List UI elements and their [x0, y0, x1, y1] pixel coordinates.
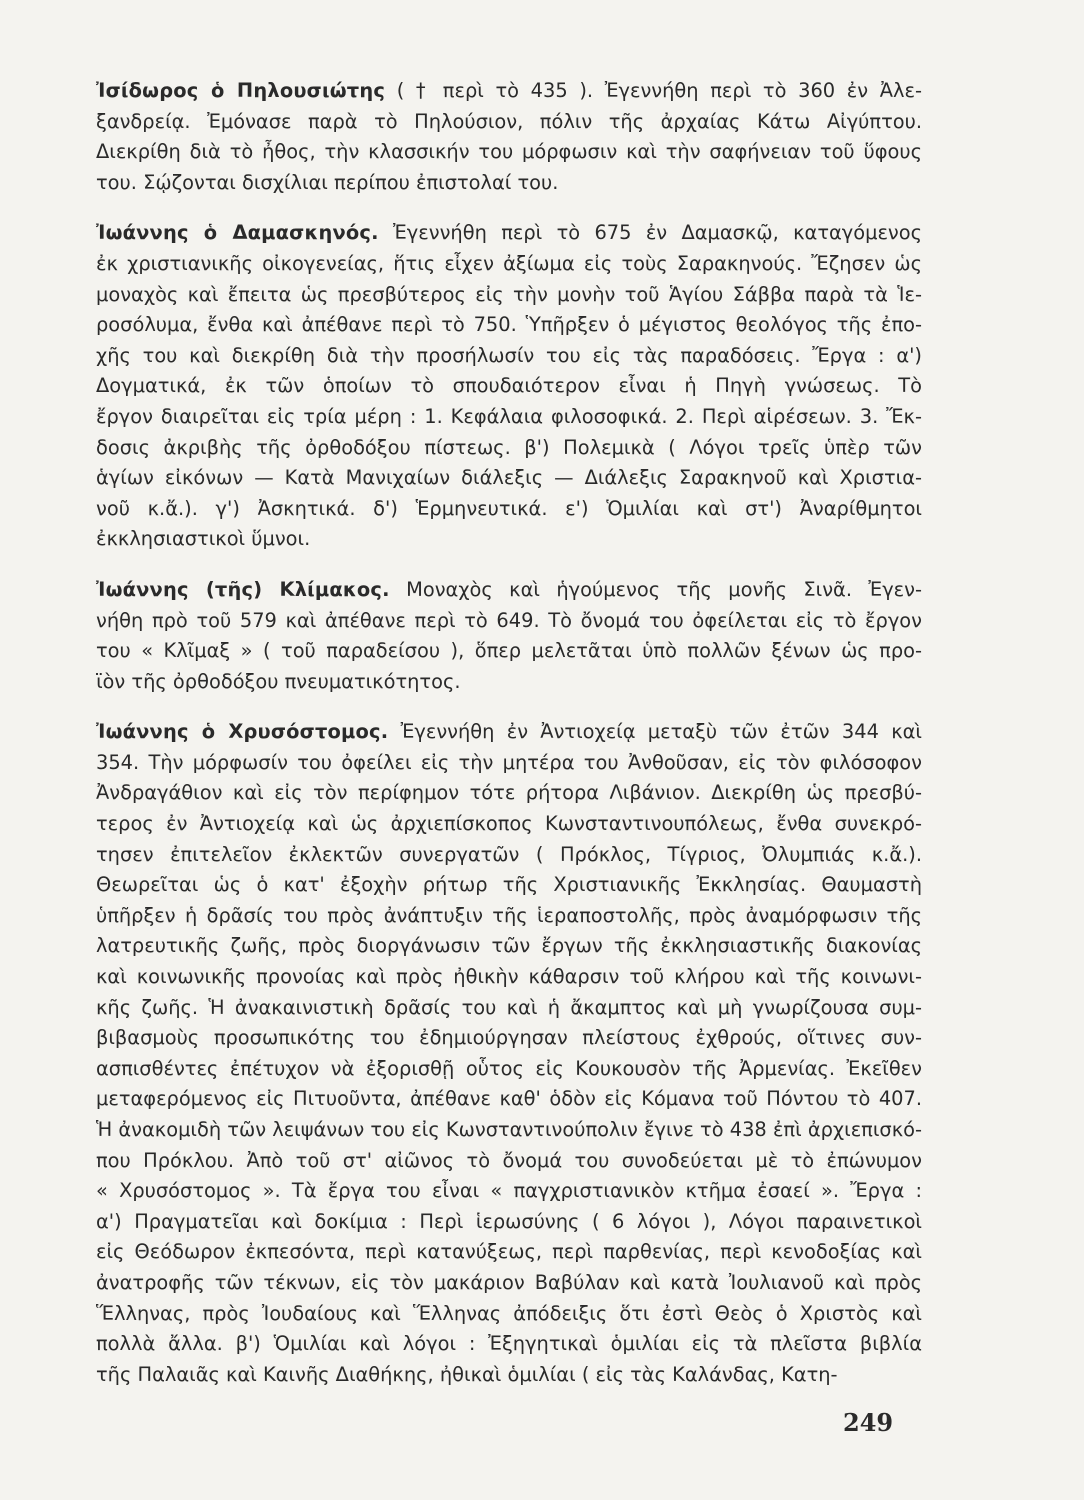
entry-heading: Ἰωάννης ὁ Δαμασκηνός. [96, 221, 379, 245]
text-line [96, 1299, 922, 1330]
text-line [96, 168, 922, 199]
text-line [96, 218, 922, 249]
line-text: ( † περὶ τὸ 435 ). Ἐγεννήθη περὶ τὸ 360 ἐν Ἀλε- [396, 79, 922, 102]
line-text: του. Σῴζονται δισχίλιαι περίπου ἐπιστολαί του. [96, 170, 559, 194]
text-line [96, 840, 922, 871]
line-text: Ἕλληνας, πρὸς Ἰουδαίους καὶ Ἕλληνας ἀπόδειξις ὅτι ἐστὶ Θεὸς ὁ Χριστὸς καὶ [96, 1301, 922, 1325]
line-text: ασπισθέντες ἐπέτυχον νὰ ἐξορισθῇ οὗτος εἰς Κουκουσὸν τῆς Ἀρμενίας. Ἐκεῖθεν [96, 1056, 922, 1080]
line-text: μοναχὸς καὶ ἔπειτα ὡς πρεσβύτερος εἰς τὴν μονὴν τοῦ Ἁγίου Σάββα παρὰ τὰ Ἱε- [96, 282, 922, 306]
text-line [96, 1115, 922, 1146]
line-text: ἐκκλησιαστικοὶ ὕμνοι. [96, 527, 311, 551]
text-line [96, 524, 922, 555]
entry-heading: Ἰωάννης ὁ Χρυσόστομος. [96, 720, 389, 744]
line-text: ἁγίων εἰκόνων — Κατὰ Μανιχαίων διάλεξις — Διάλεξις Σαρακηνοῦ καὶ Χριστια- [96, 466, 922, 490]
text-line [96, 636, 922, 667]
text-line [96, 1176, 922, 1207]
entry-heading: Ἰσίδωρος ὁ Πηλουσιώτης [96, 79, 386, 102]
line-text: Διεκρίθη διὰ τὸ ἦθος, τὴν κλασσικήν του μόρφωσιν καὶ τὴν σαφήνειαν τοῦ ὕφους [96, 140, 922, 164]
text-line [96, 1268, 922, 1299]
page-number: 249 [843, 1408, 894, 1437]
line-text: Ἡ ἀνακομιδὴ τῶν λειψάνων του εἰς Κωνσταντινούπολιν ἔγινε τὸ 438 ἐπὶ ἀρχιεπισκό- [96, 1118, 922, 1141]
text-line [96, 1237, 922, 1268]
text-line [96, 402, 922, 433]
line-text: α') Πραγματεῖαι καὶ δοκίμια : Περὶ ἱερωσύνης ( 6 λόγοι ), Λόγοι παραινετικοὶ [96, 1209, 922, 1233]
text-line [96, 137, 922, 168]
text-line [96, 1054, 922, 1085]
glossary-entry [96, 218, 922, 555]
line-text: ἐκ χριστιανικῆς οἰκογενείας, ἥτις εἶχεν ἀξίωμα εἰς τοὺς Σαρακηνούς. Ἔζησεν ὡς [96, 251, 922, 275]
line-text: Θεωρεῖται ὡς ὁ κατ' ἐξοχὴν ρήτωρ τῆς Χριστιανικῆς Ἐκκλησίας. Θαυμαστὴ [96, 873, 922, 897]
text-line [96, 280, 922, 311]
line-text: Δογματικά, ἐκ τῶν ὁποίων τὸ σπουδαιότερον εἶναι ἡ Πηγὴ γνώσεως. Τὸ [96, 374, 922, 398]
text-line [96, 778, 922, 809]
line-text: ἀνατροφῆς τῶν τέκνων, εἰς τὸν μακάριον Βαβύλαν καὶ κατὰ Ἰουλιανοῦ καὶ πρὸς [96, 1270, 922, 1294]
text-line [96, 494, 922, 525]
glossary-entry [96, 717, 922, 1390]
text-line [96, 1023, 922, 1054]
text-line [96, 870, 922, 901]
line-text: Ἀνδραγάθιον καὶ εἰς τὸν περίφημον τότε ρήτορα Λιβάνιον. Διεκρίθη ὡς πρεσβύ- [96, 781, 922, 805]
line-text: τῆς Παλαιᾶς καὶ Καινῆς Διαθήκης, ἠθικαὶ ὁμιλίαι ( εἰς τὰς Καλάνδας, Κατη- [96, 1362, 838, 1386]
line-text: ϊὸν τῆς ὀρθοδόξου πνευματικότητος. [96, 669, 461, 693]
text-line [96, 1329, 922, 1360]
text-line [96, 433, 922, 464]
text-line [96, 717, 922, 748]
line-text: νοῦ κ.ἄ.). γ') Ἀσκητικά. δ') Ἑρμηνευτικά. ε') Ὁμιλίαι καὶ στ') Ἀναρίθμητοι [96, 496, 922, 520]
text-line [96, 463, 922, 494]
text-line [96, 371, 922, 402]
line-text: ξανδρείᾳ. Ἐμόνασε παρὰ τὸ Πηλούσιον, πόλιν τῆς ἀρχαίας Κάτω Αἰγύπτου. [96, 109, 922, 133]
text-line [96, 1360, 922, 1391]
glossary-entry [96, 76, 922, 198]
text-line [96, 901, 922, 932]
line-text: « Χρυσόστομος ». Τὰ ἔργα του εἶναι « παγχριστιανικὸν κτῆμα ἐσαεί ». Ἔργα : [96, 1179, 922, 1203]
line-text: καὶ κοινωνικῆς προνοίας καὶ πρὸς ἠθικὴν κάθαρσιν τοῦ κλήρου καὶ τῆς κοινωνι- [96, 965, 922, 989]
text-line [96, 809, 922, 840]
line-text: δοσις ἀκριβὴς τῆς ὀρθοδόξου πίστεως. β') Πολεμικὰ ( Λόγοι τρεῖς ὑπὲρ τῶν [96, 435, 922, 459]
text-line [96, 748, 922, 779]
text-line [96, 341, 922, 372]
line-text: Ἐγεννήθη ἐν Ἀντιοχείᾳ μεταξὺ τῶν ἐτῶν 344 καὶ [400, 720, 922, 744]
text-line [96, 667, 922, 698]
line-text: πολλὰ ἄλλα. β') Ὁμιλίαι καὶ λόγοι : Ἐξηγητικαὶ ὁμιλίαι εἰς τὰ πλεῖστα βιβλία [96, 1332, 922, 1356]
text-line [96, 249, 922, 280]
text-line [96, 107, 922, 138]
line-text: Μοναχὸς καὶ ἡγούμενος τῆς μονῆς Σινᾶ. Ἐγεν- [406, 577, 922, 601]
line-text: ὑπῆρξεν ἡ δρᾶσίς του πρὸς ἀνάπτυξιν τῆς ἱεραποστολῆς, πρὸς ἀναμόρφωσιν τῆς [96, 903, 922, 927]
line-text: τερος ἐν Ἀντιοχείᾳ καὶ ὡς ἀρχιεπίσκοπος Κωνσταντινουπόλεως, ἔνθα συνεκρό- [96, 812, 922, 836]
entry-heading: Ἰωάννης (τῆς) Κλίμακος. [96, 577, 390, 601]
text-line [96, 1146, 922, 1177]
line-text: νήθη πρὸ τοῦ 579 καὶ ἀπέθανε περὶ τὸ 649. Τὸ ὄνομά του ὀφείλεται εἰς τὸ ἔργον [96, 608, 922, 632]
line-text: εἰς Θεόδωρον ἐκπεσόντα, περὶ κατανύξεως, περὶ παρθενίας, περὶ κενοδοξίας καὶ [96, 1240, 922, 1264]
text-line [96, 310, 922, 341]
text-line [96, 962, 922, 993]
line-text: που Πρόκλου. Ἀπὸ τοῦ στ' αἰῶνος τὸ ὄνομά του συνοδεύεται μὲ τὸ ἐπώνυμον [96, 1148, 922, 1172]
line-text: μεταφερόμενος εἰς Πιτυοῦντα, ἀπέθανε καθ' ὁδὸν εἰς Κόμανα τοῦ Πόντου τὸ 407. [96, 1087, 922, 1111]
glossary-entry [96, 575, 922, 697]
line-text: χῆς του καὶ διεκρίθη διὰ τὴν προσήλωσίν του εἰς τὰς παραδόσεις. Ἔργα : α') [96, 343, 922, 367]
line-text: ἔργον διαιρεῖται εἰς τρία μέρη : 1. Κεφάλαια φιλοσοφικά. 2. Περὶ αἱρέσεων. 3. Ἔκ- [96, 404, 922, 428]
text-line [96, 76, 922, 107]
line-text: λατρευτικῆς ζωῆς, πρὸς διοργάνωσιν τῶν ἔργων τῆς ἐκκλησιαστικῆς διακονίας [96, 934, 922, 958]
text-line [96, 606, 922, 637]
text-line [96, 993, 922, 1024]
line-text: βιβασμοὺς προσωπικότης του ἐδημιούργησαν πλείστους ἐχθρούς, οἵτινες συν- [96, 1026, 922, 1050]
line-text: κῆς ζωῆς. Ἡ ἀνακαινιστικὴ δρᾶσίς του καὶ ἡ ἄκαμπτος καὶ μὴ γνωρίζουσα συμ- [96, 995, 922, 1019]
line-text: ροσόλυμα, ἔνθα καὶ ἀπέθανε περὶ τὸ 750. Ὑπῆρξεν ὁ μέγιστος θεολόγος τῆς ἐπο- [96, 313, 922, 337]
line-text: Ἐγεννήθη περὶ τὸ 675 ἐν Δαμασκῷ, καταγόμενος [393, 221, 923, 245]
line-text: του « Κλῖμαξ » ( τοῦ παραδείσου ), ὅπερ μελετᾶται ὑπὸ πολλῶν ξένων ὡς προ- [96, 639, 922, 663]
text-line [96, 1084, 922, 1115]
line-text: 354. Τὴν μόρφωσίν του ὀφείλει εἰς τὴν μητέρα του Ἀνθοῦσαν, εἰς τὸν φιλόσοφον [96, 750, 922, 774]
text-column [96, 76, 922, 1410]
text-line [96, 931, 922, 962]
line-text: τησεν ἐπιτελεῖον ἐκλεκτῶν συνεργατῶν ( Πρόκλος, Τίγριος, Ὀλυμπιάς κ.ἄ.). [96, 842, 922, 866]
text-line [96, 575, 922, 606]
text-line [96, 1207, 922, 1238]
